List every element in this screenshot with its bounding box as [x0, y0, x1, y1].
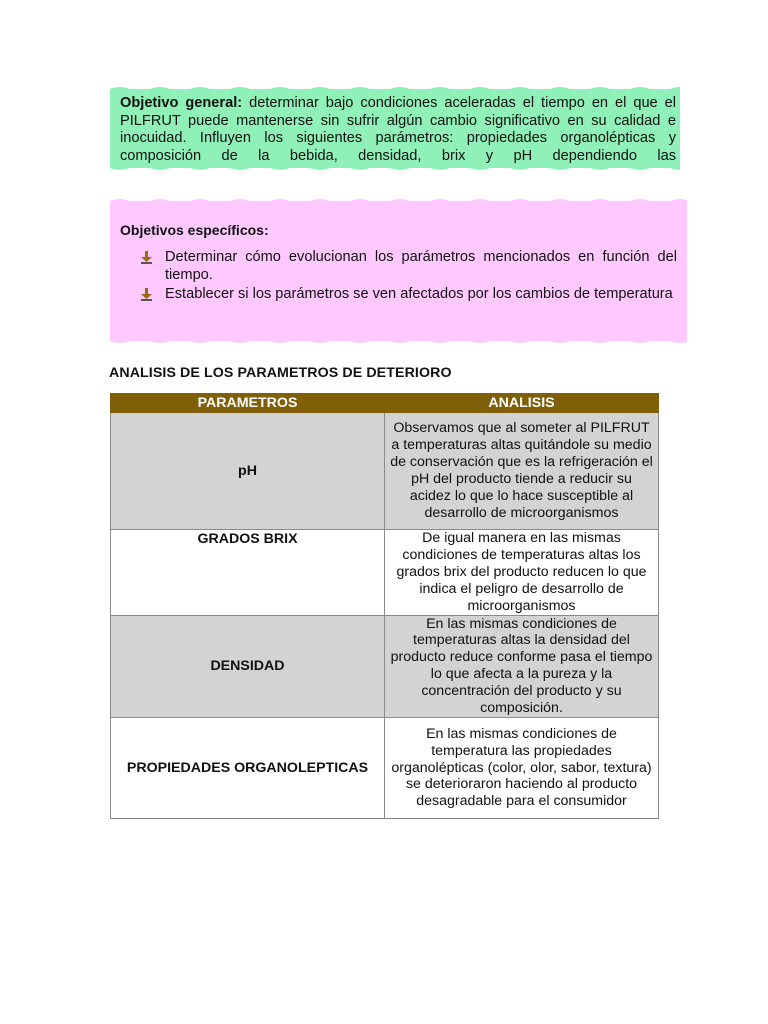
list-item-text: Determinar cómo evolucionan los parámetros mencionados en función del tiempo.	[165, 249, 677, 283]
down-arrow-bullet-icon	[140, 251, 153, 264]
parametro-cell: DENSIDAD	[111, 615, 385, 717]
list-item	[140, 248, 677, 284]
objetivos-especificos-list	[140, 248, 677, 304]
list-item-text: Establecer si los parámetros se ven afectados por los cambios de temperatura	[165, 286, 673, 302]
section-title: ANALISIS DE LOS PARAMETROS DE DETERIORO	[109, 365, 452, 381]
table-row	[111, 717, 659, 818]
list-item	[140, 285, 677, 303]
parametro-cell: PROPIEDADES ORGANOLEPTICAS	[111, 717, 385, 818]
column-header-parametros: PARAMETROS	[111, 394, 385, 413]
table-row	[111, 615, 659, 717]
analisis-cell: Observamos que al someter al PILFRUT a temperaturas altas quitándole su medio de conservación que es la refrigeración el pH del producto tiende a reducir su acidez lo que lo hace susceptible al desarrollo de microorganismos	[385, 413, 659, 530]
parametros-table	[110, 393, 659, 819]
parametro-cell: GRADOS BRIX	[111, 530, 385, 616]
objetivo-general-box	[110, 89, 680, 168]
objetivo-general-text	[120, 95, 676, 165]
objetivo-general-body: determinar bajo condiciones aceleradas el tiempo en el que el PILFRUT puede mantenerse sin sufrir algún cambio significativo en su calidad e inocuidad. Influyen los siguientes parámetros: propiedades organolépticas y composición de la bebida, densidad, brix y pH dependiendo las	[120, 95, 676, 164]
objetivos-especificos-heading: Objetivos específicos:	[120, 222, 269, 238]
objetivo-general-label: Objetivo general:	[120, 95, 243, 111]
analisis-cell: De igual manera en las mismas condiciones de temperaturas altas los grados brix del producto reducen lo que indica el peligro de desarrollo de microorganismos	[385, 530, 659, 616]
column-header-analisis: ANALISIS	[385, 394, 659, 413]
wavy-top-border	[110, 197, 687, 205]
analisis-cell: En las mismas condiciones de temperatura las propiedades organolépticas (color, olor, sabor, textura) se deterioraron haciendo al producto desagradable para el consumidor	[385, 717, 659, 818]
table-row	[111, 413, 659, 530]
wavy-bottom-border	[110, 337, 687, 345]
wavy-bottom-border	[110, 164, 680, 172]
objetivos-especificos-box	[110, 201, 687, 341]
wavy-top-border	[110, 85, 680, 93]
analisis-cell: En las mismas condiciones de temperaturas altas la densidad del producto reduce conforme pasa el tiempo lo que afecta a la pureza y la concentración del producto y su composición.	[385, 615, 659, 717]
parametro-cell: pH	[111, 413, 385, 530]
down-arrow-bullet-icon	[140, 288, 153, 301]
table-row	[111, 530, 659, 616]
table-header-row	[111, 394, 659, 413]
